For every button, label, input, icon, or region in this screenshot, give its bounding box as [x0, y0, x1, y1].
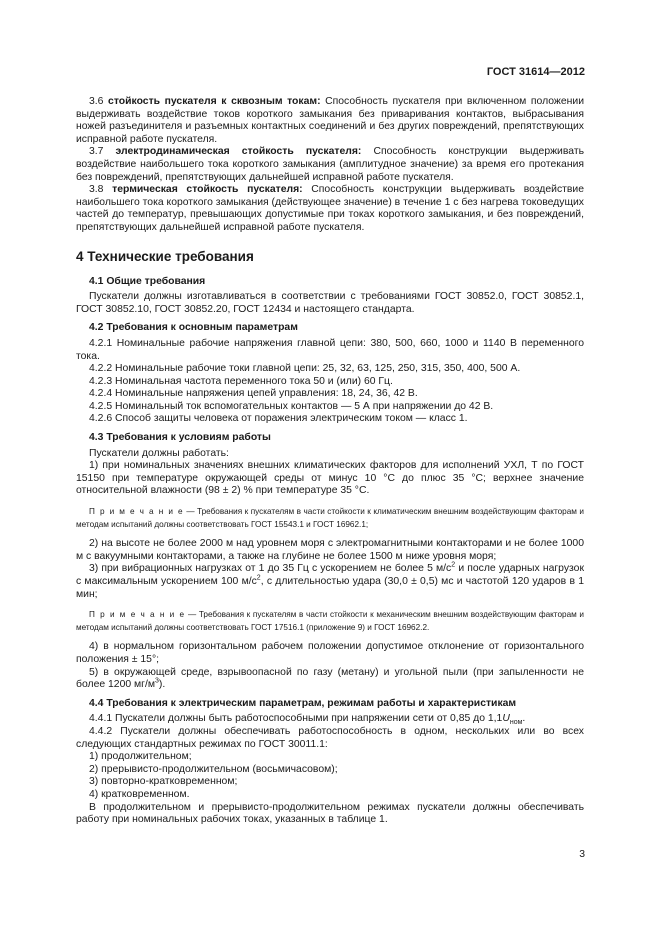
note-text: — Требования к пускателям в части стойкости к механическим внешним воздействующим факторам и методам испытаний должны соответствовать ГОСТ 17516.1 (приложение 9) и ГОСТ 16962.2. [76, 610, 584, 632]
clause-text: Способность пускателя при включенном положении выдерживать воздействие токов короткого замыкания без приваривания контактов, выбрасывания ножей разъединителя и разъемных контактных соединений и без других повреждений, препятствующих исправной работе пускателя. [76, 96, 585, 145]
clause-3-6 [76, 96, 584, 146]
item-4-2-2: 4.2.2 Номинальные рабочие токи главной цепи: 25, 32, 63, 125, 250, 315, 350, 400, 500 А. [89, 363, 521, 375]
subsection-4-2-title: 4.2 Требования к основным параметрам [89, 322, 298, 334]
clause-number: 3.6 [89, 96, 104, 107]
condition-5: 5) в окружающей среде, взрывоопасной по газу (метану) и угольной пыли (при запыленности не более 1200 $мг/м^3$). [76, 666, 584, 691]
item-4-2-4: 4.2.4 Номинальные напряжения цепей управления: 18, 24, 36, 42 В. [89, 388, 418, 400]
clause-term: термическая стойкость пускателя: [112, 184, 303, 196]
condition-3: 3) при вибрационных нагрузках от 1 до 35 Гц с ускорением не более 5 $м/с^2$ и после ударных нагрузок с максимальным ускорением 100 $м/с^2$, с длительностью удара (30,0 ± 0,5) мс и частотой 120 ударов в 1 мин; [76, 561, 584, 600]
clause-3-8 [76, 184, 584, 234]
clause-number: 3.7 [89, 146, 104, 158]
condition-1: 1) при номинальных значениях внешних климатических факторов для исполнений УХЛ, Т по ГОСТ 15150 при температуре окружающей среды от минус 10 °С до плюс 35 °С; верхнее значение относительной влажности (98 ± 2) % при температуре 35 °С. [76, 460, 584, 497]
condition-4: 4) в нормальном горизонтальном рабочем положении допустимое отклонение от горизонтального положения ± 15°; [76, 641, 584, 665]
subsection-4-4-title: 4.4 Требования к электрическим параметрам, режимам работы и характеристикам [89, 697, 517, 709]
condition-2: 2) на высоте не более 2000 м над уровнем моря с электромагнитными контакторами и не более 1000 м с вакуумными контакторами, а также на глубине не более 1500 м ниже уровня моря; [76, 538, 584, 562]
mode-2: 2) прерывисто-продолжительном (восьмичасовом); [89, 763, 338, 775]
note-climatic [76, 506, 584, 531]
note-text: — Требования к пускателям в части стойкости к климатическим внешним воздействующим факторам и методам испытаний должны соответствовать ГОСТ 15543.1 и ГОСТ 16962.1; [76, 507, 584, 529]
page-body [76, 96, 584, 827]
note-label: П р и м е ч а н и е [89, 507, 184, 517]
clause-3-7 [76, 146, 584, 184]
item-4-2-6: 4.2.6 Способ защиты человека от поражения электрическим током — класс 1. [89, 413, 468, 425]
section-4-title: 4 Технические требования [76, 248, 254, 264]
subsection-4-3-intro: Пускатели должны работать: [89, 447, 229, 459]
page-number: 3 [579, 849, 585, 860]
item-4-2-5: 4.2.5 Номинальный ток вспомогательных контактов — 5 А при напряжении до 42 В. [89, 400, 494, 412]
note-label: П р и м е ч а н и е [89, 610, 186, 620]
document-header-id: ГОСТ 31614—2012 [486, 66, 585, 78]
subsection-4-3-title: 4.3 Требования к условиям работы [89, 432, 271, 444]
item-4-2-3: 4.2.3 Номинальная частота переменного тока 50 и (или) 60 Гц. [89, 375, 393, 387]
final-paragraph: В продолжительном и прерывисто-продолжительном режимах пускатели должны обеспечивать работу при номинальных рабочих токах, указанных в таблице 1. [76, 801, 584, 826]
note-mechanical [76, 609, 584, 634]
item-4-4-2: 4.4.2 Пускатели должны обеспечивать работоспособность в одном, нескольких или во всех следующих стандартных режимах по ГОСТ 30011.1: [76, 725, 584, 750]
mode-4: 4) кратковременном. [89, 788, 190, 800]
clause-term: стойкость пускателя к сквозным токам: [108, 96, 321, 107]
mode-3: 3) повторно-кратковременном; [89, 776, 238, 788]
clause-text: Способность конструкции выдерживать воздействие наибольшего тока короткого замыкания (действующее значение) в течение 1 с без нагрева токоведущих частей до температур, превышающих допустимые при токах короткого замыкания, и без повреждений, препятствующих дальнейшей исправной работе пускателя. [76, 184, 585, 233]
item-4-4-1: 4.4.1 Пускатели должны быть работоспособными при напряжении сети от 0,85 до $1,1U_{ном}$. [89, 713, 526, 727]
clause-term: электродинамическая стойкость пускателя: [115, 146, 362, 158]
mode-1: 1) продолжительном; [89, 751, 192, 763]
subsection-4-1-title: 4.1 Общие требования [89, 275, 206, 287]
clause-number: 3.8 [89, 184, 104, 196]
subsection-4-1-text: Пускатели должны изготавливаться в соответствии с требованиями ГОСТ 30852.0, ГОСТ 30852.1, ГОСТ 30852.10, ГОСТ 30852.20, ГОСТ 12434 и настоящего стандарта. [76, 291, 584, 315]
item-4-2-1: 4.2.1 Номинальные рабочие напряжения главной цепи: 380, 500, 660, 1000 и 1140 В переменного тока. [76, 337, 584, 362]
clause-text: Способность конструкции выдерживать воздействие наибольшего тока короткого замыкания (амплитудное значение) за время его протекания без повреждений, препятствующих дальнейшей исправной работе пускателя. [76, 146, 584, 183]
